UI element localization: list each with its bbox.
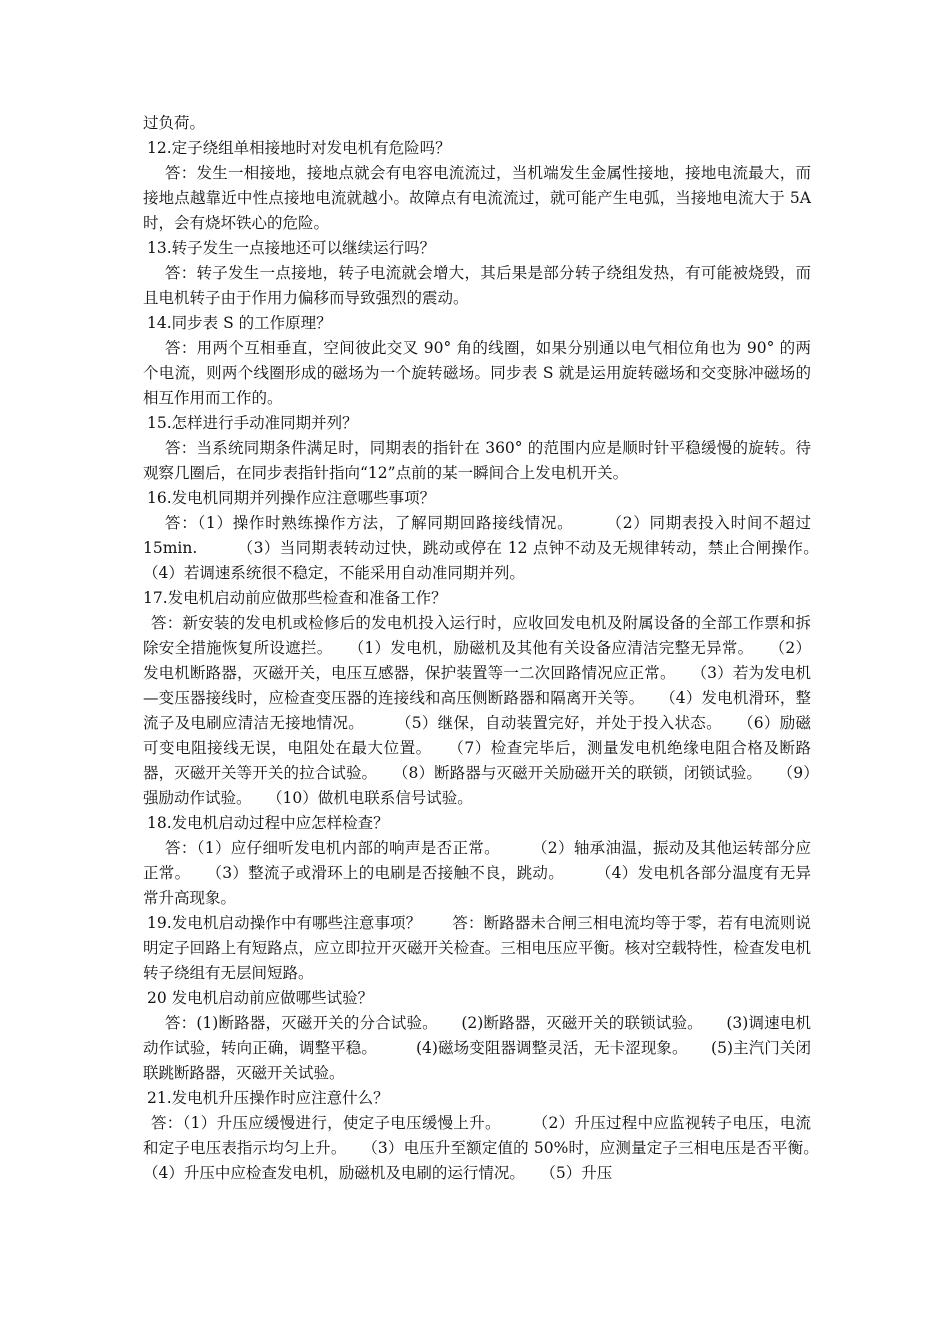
document-page xyxy=(143,111,858,1186)
question-13: 13.转子发生一点接地还可以继续运行吗？ xyxy=(147,239,436,257)
question-15: 15.怎样进行手动准同期并列？ xyxy=(147,414,358,432)
answer-20: 答：(1)断路器，灭磁开关的分合试验。 (2)断路器，灭磁开关的联锁试验。 (3)调速电机动作试验，转向正确，调整平稳。 (4)磁场变阻器调整灵活，无卡涩现象。 (5)主汽门关闭联跳断路器，灭磁开关试验。 xyxy=(143,1014,811,1082)
answer-17: 答：新安装的发电机或检修后的发电机投入运行时，应收回发电机及附属设备的全部工作票和拆除安全措施恢复所设遮拦。 （1）发电机，励磁机及其他有关设备应清洁完整无异常。 （2）发电机断路器，灭磁开关，电压互感器，保护装置等一二次回路情况应正常。 （3）若为发电机—变压器接线时，应检查变压器的连接线和高压侧断路器和隔离开关等。 （4）发电机滑环，整流子及电刷应清洁无接地情况。 （5）继保，自动装置完好，并处于投入状态。 （6）励磁可变电阻接线无误，电阻处在最大位置。 （7）检查完毕后，测量发电机绝缘电阻合格及断路器，灭磁开关等开关的拉合试验。 （8）断路器与灭磁开关励磁开关的联锁，闭锁试验。 （9）强励动作试验。 （10）做机电联系信号试验。 xyxy=(143,614,811,807)
question-answer-19: 19.发电机启动操作中有哪些注意事项？ 答：断路器未合闸三相电流均等于零，若有电流则说明定子回路上有短路点，应立即拉开灭磁开关检查。三相电压应平衡。核对空载特性，检查发电机转子绕组有无层间短路。 xyxy=(143,914,811,982)
answer-13: 答：转子发生一点接地，转子电流就会增大，其后果是部分转子绕组发热，有可能被烧毁，而且电机转子由于作用力偏移而导致强烈的震动。 xyxy=(143,264,811,307)
answer-18: 答：（1）应仔细听发电机内部的响声是否正常。 （2）轴承油温，振动及其他运转部分应正常。 （3）整流子或滑环上的电刷是否接触不良，跳动。 （4）发电机各部分温度有无异常升高现象。 xyxy=(143,839,811,907)
question-14: 14.同步表 S 的工作原理？ xyxy=(147,314,332,332)
question-17: 17.发电机启动前应做那些检查和准备工作？ xyxy=(143,589,447,607)
paragraph-continuation: 过负荷。 xyxy=(143,114,206,132)
question-21: 21.发电机升压操作时应注意什么？ xyxy=(147,1089,389,1107)
answer-16: 答：（1）操作时熟练操作方法，了解同期回路接线情况。 （2）同期表投入时间不超过 15min. （3）当同期表转动过快，跳动或停在 12 点钟不动及无规律转动，禁止合闸操作。 （4）若调速系统很不稳定，不能采用自动准同期并列。 xyxy=(143,514,858,582)
question-18: 18.发电机启动过程中应怎样检查？ xyxy=(147,814,389,832)
question-20: 20 发电机启动前应做哪些试验？ xyxy=(147,989,374,1007)
question-12: 12.定子绕组单相接地时对发电机有危险吗？ xyxy=(147,139,451,157)
answer-14: 答：用两个互相垂直，空间彼此交叉 90° 角的线圈，如果分别通以电气相位角也为 90° 的两个电流，则两个线圈形成的磁场为一个旋转磁场。同步表 S 就是运用旋转磁场和交变脉冲磁场的相互作用而工作的。 xyxy=(143,339,811,407)
answer-21: 答：（1）升压应缓慢进行，使定子电压缓慢上升。 （2）升压过程中应监视转子电压，电流和定子电压表指示均匀上升。 （3）电压升至额定值的 50%时，应测量定子三相电压是否平衡。 （4）升压中应检查发电机，励磁机及电刷的运行情况。 （5）升压 xyxy=(143,1114,843,1182)
answer-12: 答：发生一相接地，接地点就会有电容电流流过，当机端发生金属性接地，接地电流最大，而接地点越靠近中性点接地电流就越小。故障点有电流流过，就可能产生电弧，当接地电流大于 5A 时，会有烧坏铁心的危险。 xyxy=(143,164,811,232)
answer-15: 答：当系统同期条件满足时，同期表的指针在 360° 的范围内应是顺时针平稳缓慢的旋转。待观察几圈后，在同步表指针指向“12”点前的某一瞬间合上发电机开关。 xyxy=(143,439,811,482)
question-16: 16.发电机同期并列操作应注意哪些事项？ xyxy=(147,489,436,507)
